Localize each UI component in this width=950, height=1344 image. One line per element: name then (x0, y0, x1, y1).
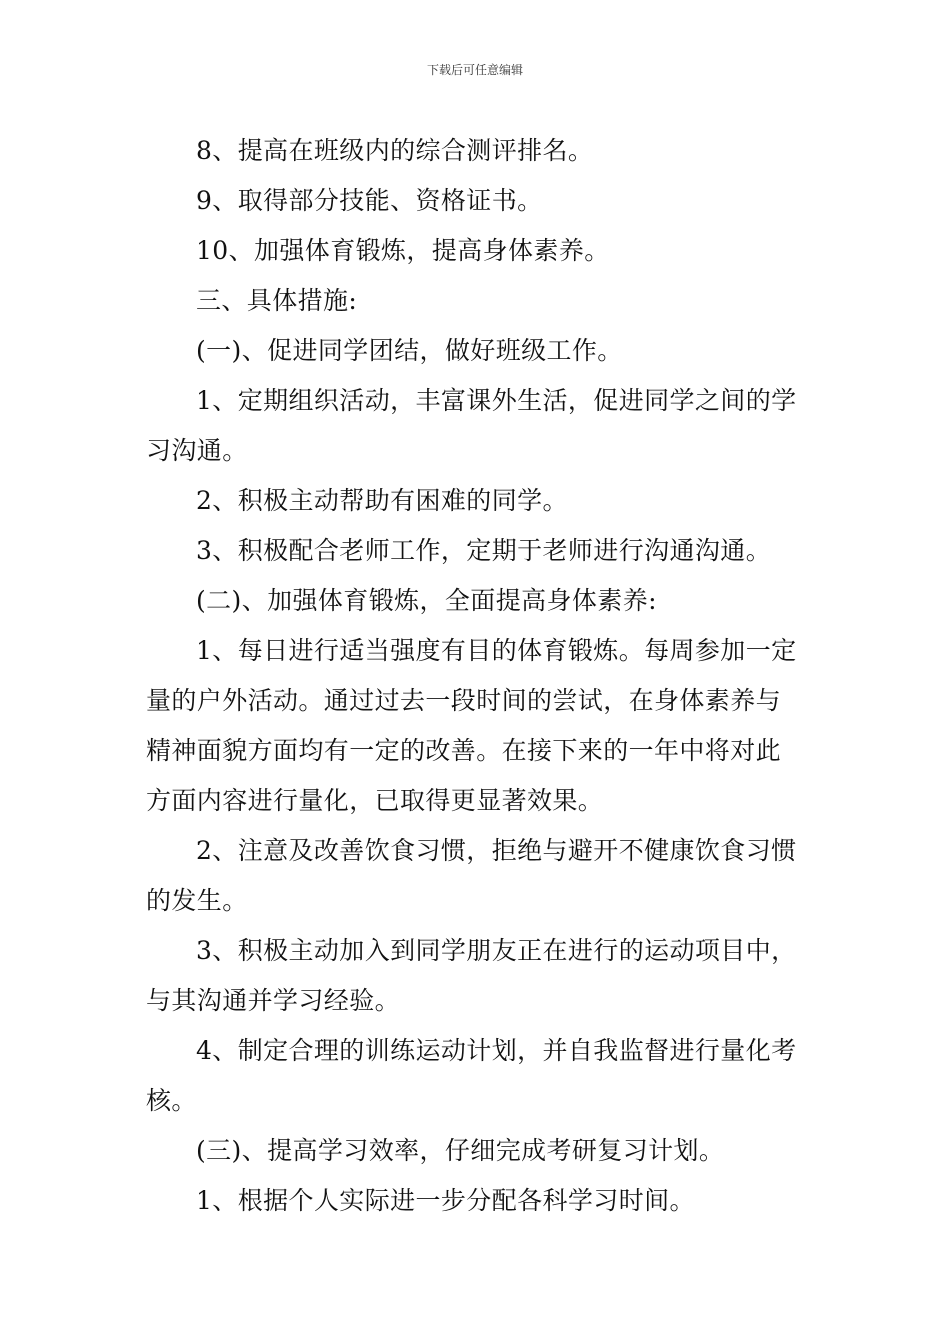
paragraph (146, 326, 806, 376)
paragraph (146, 176, 806, 226)
paragraph-continuation-line: 核。 (146, 1086, 197, 1115)
paragraph-line: 9、取得部分技能、资格证书。 (196, 186, 543, 215)
paragraph-line: (二)、加强体育锻炼，全面提高身体素养: (196, 586, 657, 615)
paragraph-line: 3、积极配合老师工作，定期于老师进行沟通沟通。 (196, 536, 772, 565)
paragraph (146, 576, 806, 626)
paragraph (146, 926, 806, 1026)
paragraph-line: 三、具体措施: (196, 286, 358, 315)
paragraph (146, 826, 806, 926)
paragraph-continuation-line: 精神面貌方面均有一定的改善。在接下来的一年中将对此 (146, 736, 782, 765)
paragraph (146, 126, 806, 176)
paragraph-line: 2、注意及改善饮食习惯，拒绝与避开不健康饮食习惯 (196, 836, 797, 865)
paragraph (146, 626, 806, 826)
paragraph-line: 8、提高在班级内的综合测评排名。 (196, 136, 594, 165)
paragraph-line: 10、加强体育锻炼，提高身体素养。 (196, 236, 610, 265)
paragraph (146, 526, 806, 576)
paragraph (146, 376, 806, 476)
paragraph-line: 2、积极主动帮助有困难的同学。 (196, 486, 568, 515)
paragraph-continuation-line: 量的户外活动。通过过去一段时间的尝试，在身体素养与 (146, 686, 782, 715)
paragraph-line: 1、每日进行适当强度有目的体育锻炼。每周参加一定 (196, 636, 797, 665)
paragraph-line: (一)、促进同学团结，做好班级工作。 (196, 336, 623, 365)
paragraph (146, 226, 806, 276)
page-header: 下载后可任意编辑 (426, 63, 523, 77)
paragraph (146, 1026, 806, 1126)
paragraph-line: 1、定期组织活动，丰富课外生活，促进同学之间的学 (196, 386, 797, 415)
paragraph (146, 1126, 806, 1176)
paragraph (146, 276, 806, 326)
paragraph-line: 1、根据个人实际进一步分配各科学习时间。 (196, 1186, 695, 1215)
paragraph-continuation-line: 方面内容进行量化，已取得更显著效果。 (146, 786, 604, 815)
paragraph (146, 1176, 806, 1226)
document-body (146, 126, 806, 1226)
paragraph-line: (三)、提高学习效率，仔细完成考研复习计划。 (196, 1136, 725, 1165)
paragraph-continuation-line: 的发生。 (146, 886, 248, 915)
paragraph-line: 3、积极主动加入到同学朋友正在进行的运动项目中， (196, 936, 797, 965)
paragraph-continuation-line: 与其沟通并学习经验。 (146, 986, 401, 1015)
paragraph-continuation-line: 习沟通。 (146, 436, 248, 465)
paragraph (146, 476, 806, 526)
paragraph-line: 4、制定合理的训练运动计划，并自我监督进行量化考 (196, 1036, 797, 1065)
